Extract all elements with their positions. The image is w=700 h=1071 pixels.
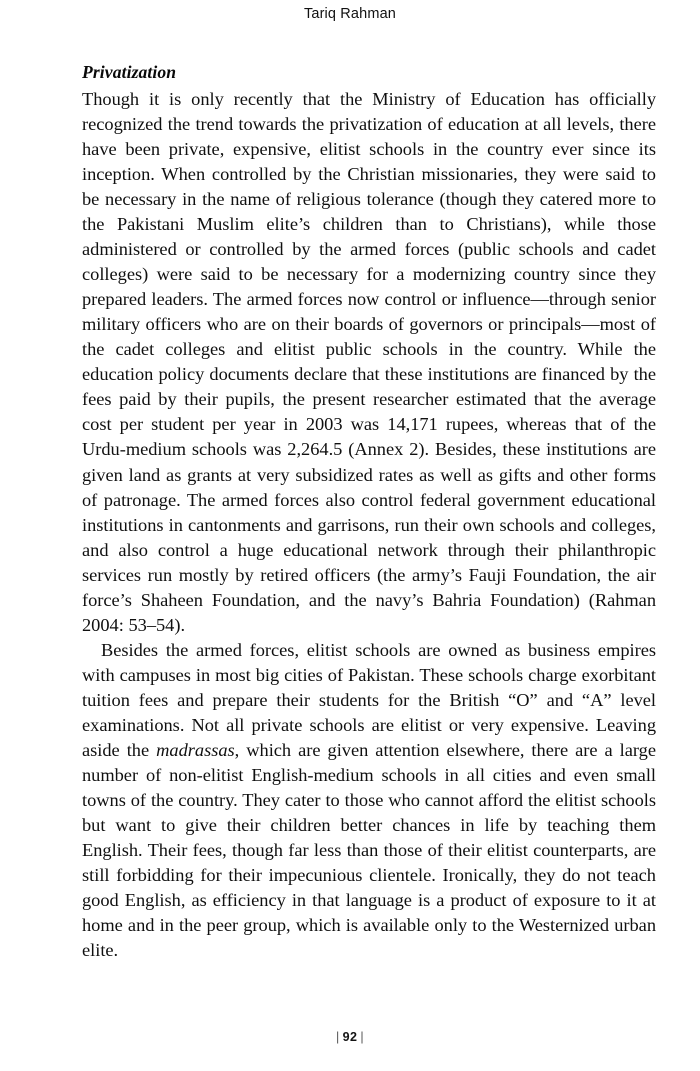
running-head-author: Tariq Rahman	[303, 6, 397, 22]
folio-right-rule: |	[360, 1030, 365, 1044]
paragraph-text-tail: , which are given attention elsewhere, there are a large number of non-elitist English-medium schools in all cities and even small towns of the country. They cater to those who cannot afford the elitist schools but want to give their children better chances in life by teaching them English. Their fees, though far less than those of their elitist counterparts, are still forbidding for their impecunious clientele. Ironically, they do not teach good English, as efficiency in that language is a product of exposure to it at home and in the peer group, which is available only to the Westernized urban elite.	[82, 740, 656, 961]
italic-term-madrassas: madrassas	[156, 740, 235, 761]
paragraph-text-lead: Besides the armed forces, elitist schools are owned as business empires with campuses in most big cities of Pakistan. These schools charge exorbitant tuition fees and prepare their students for the British “O” and “A” level examinations. Not all private schools are elitist or very expensive. Leaving aside the	[82, 639, 656, 761]
body-paragraph	[82, 87, 656, 638]
page-text-column	[82, 60, 656, 963]
section-heading-privatization: Privatization	[82, 62, 177, 82]
body-paragraph	[82, 638, 656, 964]
paragraph-text: Though it is only recently that the Ministry of Education has officially recognized the trend towards the privatization of education at all levels, there have been private, expensive, elitist schools in the country ever since its inception. When controlled by the Christian missionaries, they were said to be necessary in the name of religious tolerance (though they catered more to the Pakistani Muslim elite’s children than to Christians), while those administered or controlled by the armed forces (public schools and cadet colleges) were said to be necessary for a modernizing country since they prepared leaders. The armed forces now control or influence—through senior military officers who are on their boards of governors or principals—most of the cadet colleges and elitist public schools in the country. While the education policy documents declare that these institutions are financed by the fees paid by their pupils, the present researcher estimated that the average cost per student per year in 2003 was 14,171 rupees, whereas that of the Urdu-medium schools was 2,264.5 (Annex 2). Besides, these institutions are given land as grants at very subsidized rates as well as gifts and other forms of patronage. The armed forces also control federal government educational institutions in cantonments and garrisons, run their own schools and colleges, and also control a huge educational network through their philanthropic services run mostly by retired officers (the army’s Fauji Foundation, the air force’s Shaheen Foundation, and the navy’s Bahria Foundation) (Rahman 2004: 53–54).	[82, 88, 656, 635]
folio-number: 92	[342, 1030, 358, 1044]
folio-left-rule: |	[335, 1030, 340, 1044]
page-folio	[0, 1030, 700, 1044]
